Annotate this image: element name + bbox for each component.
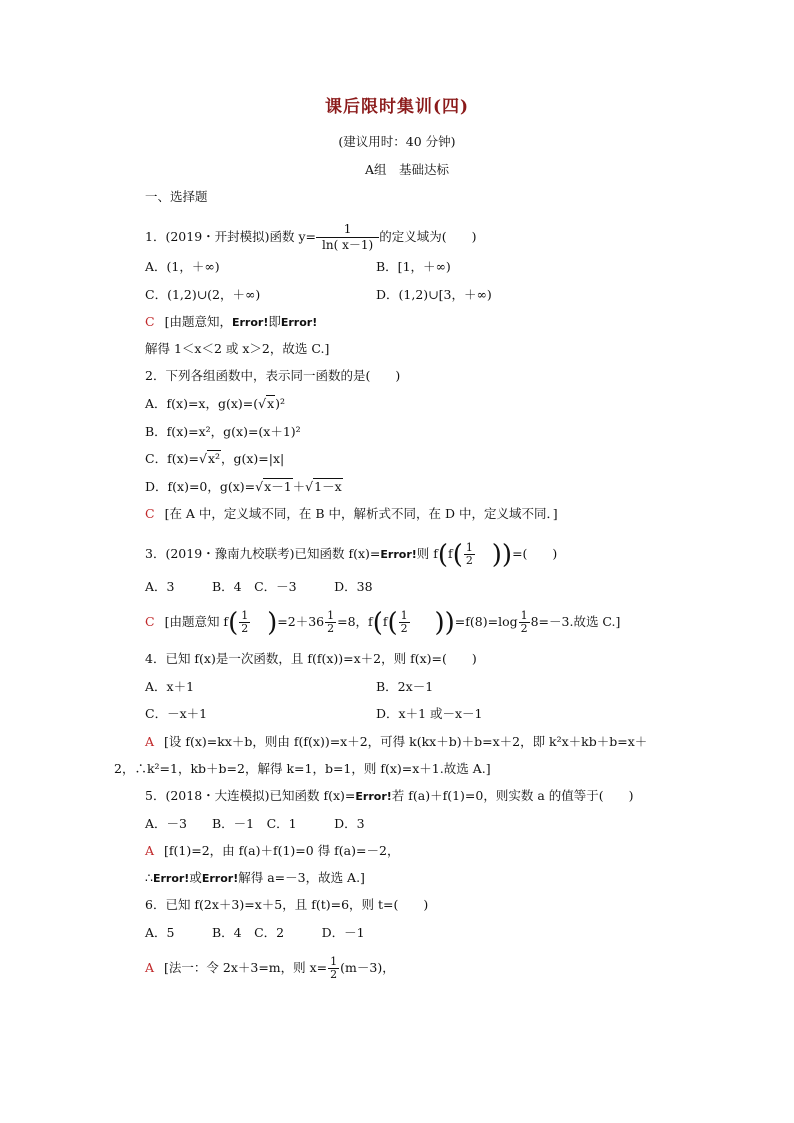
q3-paren-left: (	[437, 539, 449, 570]
q2-a-text: A．f(x)=x，g(x)=(	[145, 396, 259, 411]
q6-solution	[145, 954, 395, 982]
q3-paren-right: )	[501, 539, 513, 570]
q2-d-sqrt2: 1－x	[314, 479, 342, 494]
q1-frac-den: ln( x－1)	[316, 237, 379, 253]
q5-stem-tail: 若 f(a)＋f(1)=0，则实数 a 的值等于( )	[391, 788, 634, 803]
q4-sol-text: [设 f(x)=kx＋b，则由 f(f(x))=x＋2，可得 k(kx＋b)＋b=x＋2，即 k²x＋kb＋b=x＋	[164, 734, 648, 749]
q1-fraction	[316, 222, 379, 253]
q5-sol-text: [f(1)=2，由 f(a)＋f(1)=0 得 f(a)=－2，	[164, 843, 400, 858]
q2-answer: C	[145, 506, 155, 521]
q3-sol-paren: (	[228, 607, 239, 638]
q2-c-sqrt: x²	[207, 451, 220, 466]
q2-c-text2: ，g(x)=|x|	[221, 451, 285, 466]
q2-d-plus: ＋	[292, 479, 306, 494]
q3-sol-half1-num: 1	[241, 609, 249, 622]
q3-error: Error!	[380, 548, 417, 561]
q3-sol-paren3: (	[387, 607, 398, 638]
q1-solution-line2: 解得 1＜x＜2 或 x＞2，故选 C.]	[145, 341, 330, 356]
time-hint: (建议用时：40 分钟)	[338, 134, 456, 149]
q4-solution-line1	[145, 734, 647, 750]
q3-sol-a: [由题意知 f	[164, 614, 229, 629]
q6-sol-a: [法一：令 2x＋3=m，则 x=	[164, 960, 328, 975]
q2-a-sqrt: x	[267, 396, 275, 411]
q2-sol-text: [在 A 中，定义域不同，在 B 中，解析式不同，在 D 中，定义域不同．]	[164, 506, 558, 521]
q6-half-num: 1	[330, 955, 338, 968]
q2-option-b: B．f(x)=x²，g(x)=(x＋1)²	[145, 424, 301, 439]
section-heading: 一、选择题	[145, 189, 208, 204]
q6-options: A．5 B．4 C．2 D．－1	[145, 925, 365, 940]
q2-stem: 2．下列各组函数中，表示同一函数的是( )	[145, 368, 401, 383]
q4-option-d: D．x＋1 或－x－1	[376, 706, 483, 721]
q3-half-num: 1	[465, 541, 473, 554]
q6-sol-b: (m－3)，	[340, 960, 395, 975]
q5-answer: A	[145, 843, 155, 858]
q3-sol-paren4: )	[434, 607, 445, 638]
q3-half	[464, 542, 475, 567]
q3-stem-f: 则 f	[416, 546, 438, 561]
q3-sol-e: 8=－3.故选 C.]	[530, 614, 621, 629]
q6-stem: 6．已知 f(2x＋3)=x＋5，且 f(t)=6，则 t=( )	[145, 897, 429, 912]
q5-stem	[145, 788, 634, 805]
q1-error-2: Error!	[280, 316, 318, 329]
q5-stem-text: 5．(2018・大连模拟)已知函数 f(x)=	[145, 788, 356, 803]
q3-sol-half3-num: 1	[400, 609, 408, 622]
q1-option-a: A．(1，＋∞)	[145, 259, 220, 274]
q1-option-d: D．(1,2)∪[3，＋∞)	[376, 287, 492, 302]
q1-sol-text2: 即	[268, 314, 281, 329]
q3-sol-paren5: )	[444, 607, 455, 638]
q5-error-1: Error!	[152, 872, 190, 885]
q3-paren-left2: (	[452, 539, 463, 570]
q3-sol-c: =8，f	[337, 614, 373, 629]
q3-sol-b: =2＋36	[277, 614, 325, 629]
q3-sol-half1	[239, 610, 250, 635]
q4-option-b: B．2x－1	[376, 679, 434, 694]
q5-options: A．－3 B．－1 C．1 D．3	[145, 816, 365, 831]
q6-half-den: 2	[330, 968, 338, 981]
q5-sol2-a: ∴	[145, 870, 153, 885]
q3-sol-half2-den: 2	[327, 622, 335, 635]
q5-error: Error!	[355, 790, 392, 803]
q1-stem	[145, 220, 476, 254]
group-label: A组 基础达标	[364, 162, 450, 177]
page-title: 课后限时集训(四)	[324, 97, 470, 117]
q4-option-c: C．－x＋1	[145, 706, 208, 721]
q3-sol-half4-num: 1	[520, 609, 528, 622]
q5-sol2-b: 或	[189, 870, 202, 885]
q1-frac-num: 1	[343, 222, 352, 236]
q3-sol-half4-den: 2	[520, 622, 528, 635]
q3-stem: 3．(2019・豫南九校联考)已知函数 f(x)=Error!则 f(f( $\frac{1}{2}$ ))=( )	[145, 539, 558, 570]
q3-stem-tail: =( )	[512, 546, 558, 561]
q3-paren-right2: )	[491, 539, 502, 570]
q3-sol-half2	[325, 610, 336, 635]
q3-half-den: 2	[465, 554, 473, 567]
q1-answer: C	[145, 314, 155, 329]
q3-sol-half4	[519, 610, 530, 635]
q3-sol-half2-num: 1	[327, 609, 335, 622]
q2-option-d: D．f(x)=0，g(x)=√x－1＋√1－x	[145, 479, 342, 494]
q1-error-1: Error!	[231, 316, 269, 329]
q2-d-text: D．f(x)=0，g(x)=	[145, 479, 256, 494]
q1-stem-text: 1．(2019・开封模拟)函数 y=	[145, 229, 317, 244]
q3-answer: C	[145, 614, 155, 629]
q3-solution: C [由题意知 f( $\frac{1}{2}$ )=2＋36 $\frac{1}{2}$ =8，f(f( $\frac{1}{2}$ ))=f(8)=log $\frac{1}{2}$ 8=－3.故选 C.]	[145, 607, 621, 638]
q4-answer: A	[145, 734, 155, 749]
q3-stem-text: 3．(2019・豫南九校联考)已知函数 f(x)=	[145, 546, 381, 561]
q4-stem: 4．已知 f(x)是一次函数，且 f(f(x))=x＋2，则 f(x)=( )	[145, 651, 477, 666]
q2-a-text2: )²	[275, 396, 286, 411]
q1-solution-line1	[145, 314, 317, 331]
q6-half	[328, 956, 339, 981]
q3-options: A．3 B．4 C．－3 D．38	[145, 579, 373, 594]
q2-solution	[145, 506, 558, 522]
q2-d-sqrt1: x－1	[264, 479, 292, 494]
q3-sol-half1-den: 2	[241, 622, 249, 635]
q3-sol-half3-den: 2	[400, 622, 408, 635]
q6-answer: A	[145, 960, 155, 975]
q1-sol-text: [由题意知，	[164, 314, 232, 329]
q1-option-b: B．[1，＋∞)	[376, 259, 451, 274]
q3-sol-d: =f(8)=log	[454, 614, 518, 629]
q4-solution-line2: 2，∴k²=1，kb＋b=2，解得 k=1，b=1，则 f(x)=x＋1.故选 A.]	[114, 761, 491, 776]
q3-sol-half3	[399, 610, 410, 635]
q2-option-c: C．f(x)=√x²，g(x)=|x|	[145, 451, 285, 466]
q5-solution-line1	[145, 843, 399, 859]
q1-stem-tail: 的定义域为( )	[379, 229, 477, 244]
q3-sol-paren-r: )	[267, 607, 278, 638]
q5-error-2: Error!	[201, 872, 239, 885]
q2-c-text: C．f(x)=	[145, 451, 199, 466]
q5-solution-line2	[145, 870, 365, 887]
q1-option-c: C．(1,2)∪(2，＋∞)	[145, 287, 261, 302]
q4-option-a: A．x＋1	[145, 679, 195, 694]
q3-sol-paren2: (	[372, 607, 383, 638]
q2-option-a: A．f(x)=x，g(x)=(√x)²	[145, 396, 286, 411]
q5-sol2-c: 解得 a=－3，故选 A.]	[238, 870, 365, 885]
